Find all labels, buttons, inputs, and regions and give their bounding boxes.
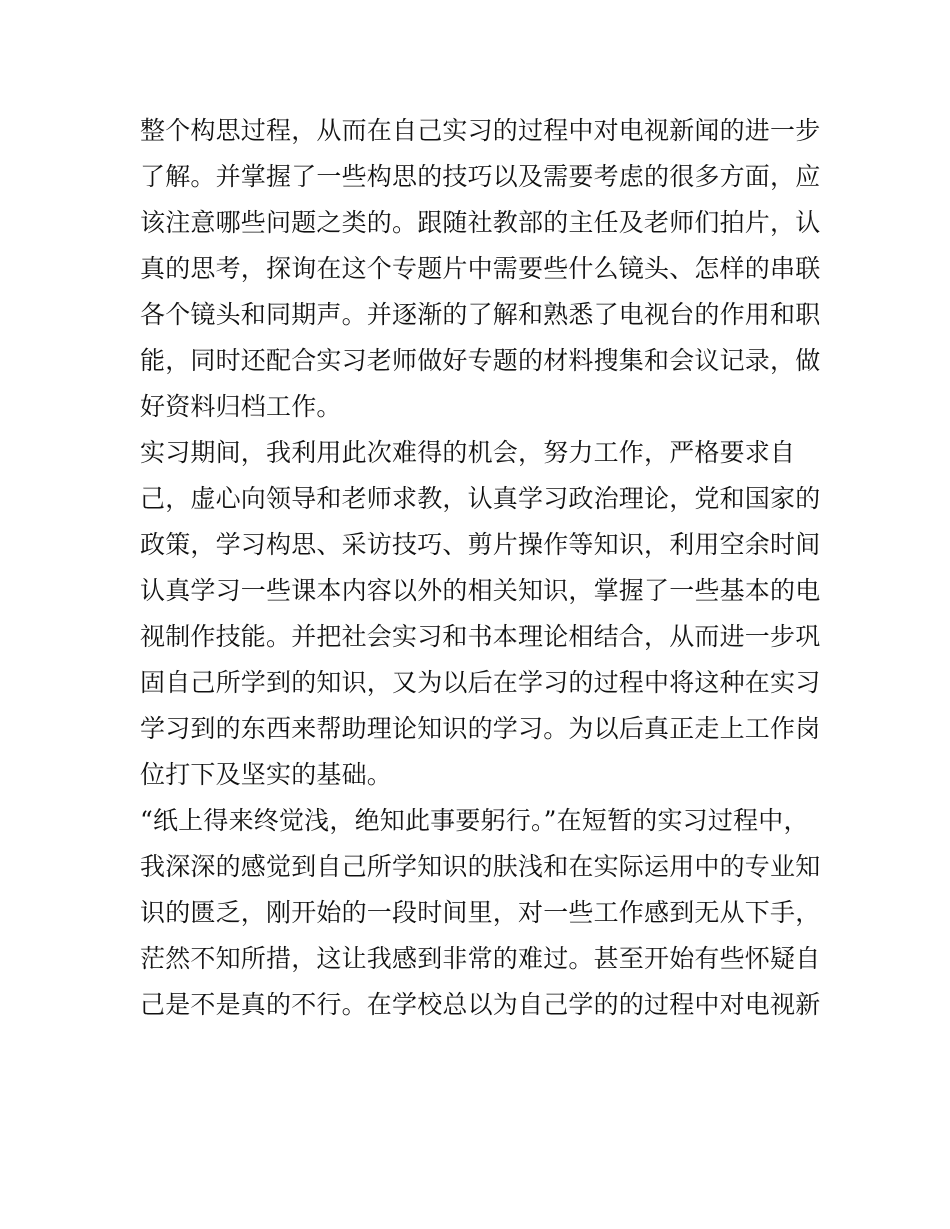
text-line: 该注意哪些问题之类的。跟随社教部的主任及老师们拍片，认 (140, 208, 820, 237)
text-line: 好资料归档工作。 (140, 392, 342, 421)
text-line: 视制作技能。并把社会实习和书本理论相结合，从而进一步巩 (140, 622, 820, 651)
text-line: 了解。并掌握了一些构思的技巧以及需要考虑的很多方面，应 (140, 162, 820, 191)
text-line: 己，虚心向领导和老师求教，认真学习政治理论，党和国家的 (140, 484, 820, 513)
text-line: 能，同时还配合实习老师做好专题的材料搜集和会议记录，做 (140, 346, 820, 375)
text-line: 识的匮乏，刚开始的一段时间里，对一些工作感到无从下手， (140, 898, 820, 927)
text-line: 我深深的感觉到自己所学知识的肤浅和在实际运用中的专业知 (140, 852, 820, 881)
text-line: 实习期间，我利用此次难得的机会，努力工作，严格要求自 (140, 438, 796, 467)
text-line: 学习到的东西来帮助理论知识的学习。为以后真正走上工作岗 (140, 714, 820, 743)
text-line: 各个镜头和同期声。并逐渐的了解和熟悉了电视台的作用和职 (140, 300, 820, 329)
body-text (140, 108, 820, 1028)
text-line: 真的思考，探询在这个专题片中需要些什么镜头、怎样的串联 (140, 254, 820, 283)
text-line: 整个构思过程，从而在自己实习的过程中对电视新闻的进一步 (140, 116, 820, 145)
text-line: 固自己所学到的知识，又为以后在学习的过程中将这种在实习 (140, 668, 820, 697)
text-line: 认真学习一些课本内容以外的相关知识，掌握了一些基本的电 (140, 576, 820, 605)
text-line: 茫然不知所措，这让我感到非常的难过。甚至开始有些怀疑自 (140, 944, 820, 973)
text-line: 政策，学习构思、采访技巧、剪片操作等知识，利用空余时间 (140, 530, 820, 559)
text-line: 己是不是真的不行。在学校总以为自己学的的过程中对电视新 (140, 990, 820, 1019)
text-line: 位打下及坚实的基础。 (140, 760, 393, 789)
text-line: “纸上得来终觉浅，绝知此事要躬行。”在短暂的实习过程中， (140, 806, 809, 835)
